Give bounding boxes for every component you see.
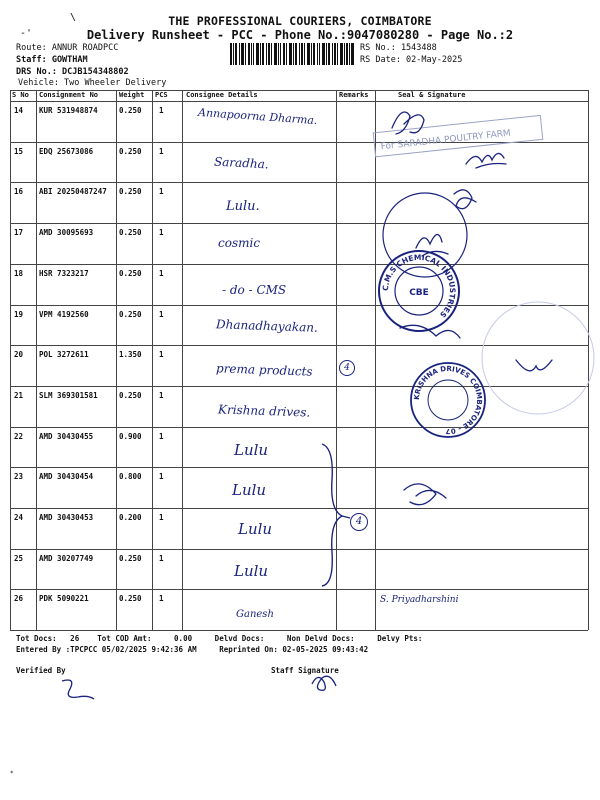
cell-consignment-no: SLM 369301581 (39, 391, 98, 400)
col-header-consignment: Consignment No (39, 91, 99, 99)
cell-sno: 21 (14, 391, 24, 400)
consignee-handwriting: Annapoorna Dharma. (197, 105, 318, 128)
cell-weight: 0.250 (119, 106, 142, 115)
cell-pcs: 1 (159, 187, 164, 196)
cell-sno: 24 (14, 513, 24, 522)
signature (516, 360, 552, 371)
scan-mark: \ (70, 12, 77, 23)
cell-weight: 0.250 (119, 391, 142, 400)
consignee-handwriting: cosmic (218, 236, 261, 250)
circled-mark: 4 (350, 513, 368, 531)
signature (392, 112, 424, 134)
totals-line: Tot Docs: 26 Tot COD Amt: 0.00 Delvd Docs: Non Delvd Docs: Delvy Pts: (16, 634, 423, 643)
cell-consignment-no: ABI 20250487247 (39, 187, 107, 196)
rs-date: RS Date: 02-May-2025 (360, 55, 463, 65)
cell-pcs: 1 (159, 106, 164, 115)
cell-sno: 19 (14, 310, 24, 319)
verified-by-label: Verified By (16, 666, 66, 675)
signature (400, 325, 460, 338)
barcode-image (230, 43, 354, 65)
cell-weight: 0.250 (119, 310, 142, 319)
cell-consignment-no: HSR 7323217 (39, 269, 89, 278)
cell-sno: 16 (14, 187, 24, 196)
scan-mark: -' (20, 28, 33, 39)
cell-weight: 0.250 (119, 187, 142, 196)
cell-consignment-no: AMD 30207749 (39, 554, 94, 563)
cell-pcs: 1 (159, 472, 164, 481)
vehicle-label: Vehicle: Two Wheeler Delivery (18, 78, 167, 88)
cell-pcs: 1 (159, 391, 164, 400)
staff-label: Staff: GOWTHAM (16, 55, 88, 65)
runsheet-title: Delivery Runsheet - PCC - Phone No.:9047080280 - Page No.:2 (86, 28, 514, 42)
cell-pcs: 1 (159, 554, 164, 563)
cell-weight: 0.900 (119, 432, 142, 441)
col-header-sno: S No (12, 91, 29, 99)
route-label: Route: ANNUR ROADPCC (16, 43, 119, 53)
consignee-handwriting: Lulu. (226, 199, 260, 214)
staff-signature-label: Staff Signature (271, 666, 339, 675)
cell-sno: 18 (14, 269, 24, 278)
grouping-brace (318, 440, 348, 590)
circled-mark: 4 (339, 360, 355, 376)
cell-sno: 14 (14, 106, 24, 115)
cell-consignment-no: PDK 5090221 (39, 594, 89, 603)
signature-scribbles (380, 98, 580, 638)
rs-number: RS No.: 1543488 (360, 43, 437, 53)
cell-sno: 17 (14, 228, 24, 237)
cell-consignment-no: EDQ 25673086 (39, 147, 94, 156)
cell-weight: 0.250 (119, 269, 142, 278)
cell-consignment-no: AMD 30430455 (39, 432, 94, 441)
col-header-remarks: Remarks (339, 91, 369, 99)
cell-sno: 23 (14, 472, 24, 481)
signature (466, 153, 506, 168)
cell-pcs: 1 (159, 228, 164, 237)
stamp-ring-text: C.M.S CHEMICAL INDUSTRIES (380, 252, 458, 320)
cell-weight: 0.800 (119, 472, 142, 481)
cell-weight: 0.250 (119, 228, 142, 237)
stamp-center-text: CBE (409, 288, 429, 298)
consignee-handwriting: Ganesh (236, 609, 274, 620)
cell-sno: 26 (14, 594, 24, 603)
cell-pcs: 1 (159, 269, 164, 278)
consignee-handwriting: Krishna drives. (217, 402, 311, 420)
drs-label: DRS No.: DCJB154348802 (16, 67, 129, 77)
stamp-text: For SARADHA POULTRY FARM (380, 128, 512, 153)
signature (404, 484, 446, 505)
consignee-handwriting: prema products (215, 361, 313, 379)
col-header-weight: Weight (119, 91, 145, 99)
cell-weight: 0.250 (119, 554, 142, 563)
signature (416, 234, 448, 256)
cell-sno: 25 (14, 554, 24, 563)
consignee-handwriting: Lulu (234, 441, 269, 459)
cell-consignment-no: AMD 30095693 (39, 228, 94, 237)
cell-weight: 0.250 (119, 594, 142, 603)
cell-pcs: 1 (159, 310, 164, 319)
cell-consignment-no: VPM 4192560 (39, 310, 89, 319)
cell-consignment-no: AMD 30430453 (39, 513, 94, 522)
consignee-handwriting: - do - CMS (222, 283, 287, 297)
cell-pcs: 1 (159, 432, 164, 441)
cell-consignment-no: AMD 30430454 (39, 472, 94, 481)
col-header-pcs: PCS (155, 91, 168, 99)
cell-pcs: 1 (159, 350, 164, 359)
recipient-signature: S. Priyadharshini (380, 595, 459, 605)
company-title: THE PROFESSIONAL COURIERS, COIMBATORE (168, 14, 432, 28)
cell-pcs: 1 (159, 594, 164, 603)
consignee-handwriting: Dhanadhayakan. (215, 317, 319, 335)
consignee-handwriting: Lulu (234, 562, 269, 580)
cell-sno: 20 (14, 350, 24, 359)
cell-consignment-no: KUR 531948874 (39, 106, 98, 115)
cell-pcs: 1 (159, 513, 164, 522)
staff-signature (306, 668, 342, 698)
consignee-handwriting: Saradha. (213, 154, 269, 172)
col-header-consignee: Consignee Details (186, 91, 258, 99)
scan-mark: * (10, 770, 14, 777)
consignee-handwriting: Lulu (238, 520, 273, 538)
cell-weight: 0.200 (119, 513, 142, 522)
consignee-handwriting: Lulu (232, 481, 267, 499)
cell-consignment-no: POL 3272611 (39, 350, 89, 359)
col-header-seal: Seal & Signature (398, 91, 466, 99)
signature (454, 190, 476, 209)
stamp-ring-text: KRISHNA DRIVES COIMBATORE - 07 (412, 364, 484, 436)
verifier-signature (58, 675, 98, 705)
cell-sno: 15 (14, 147, 24, 156)
cell-weight: 0.250 (119, 147, 142, 156)
cell-sno: 22 (14, 432, 24, 441)
entered-by-line: Entered By :TPCPCC 05/02/2025 9:42:36 AM Reprinted On: 02-05-2025 09:43:42 (16, 645, 369, 654)
cell-weight: 1.350 (119, 350, 142, 359)
cell-pcs: 1 (159, 147, 164, 156)
